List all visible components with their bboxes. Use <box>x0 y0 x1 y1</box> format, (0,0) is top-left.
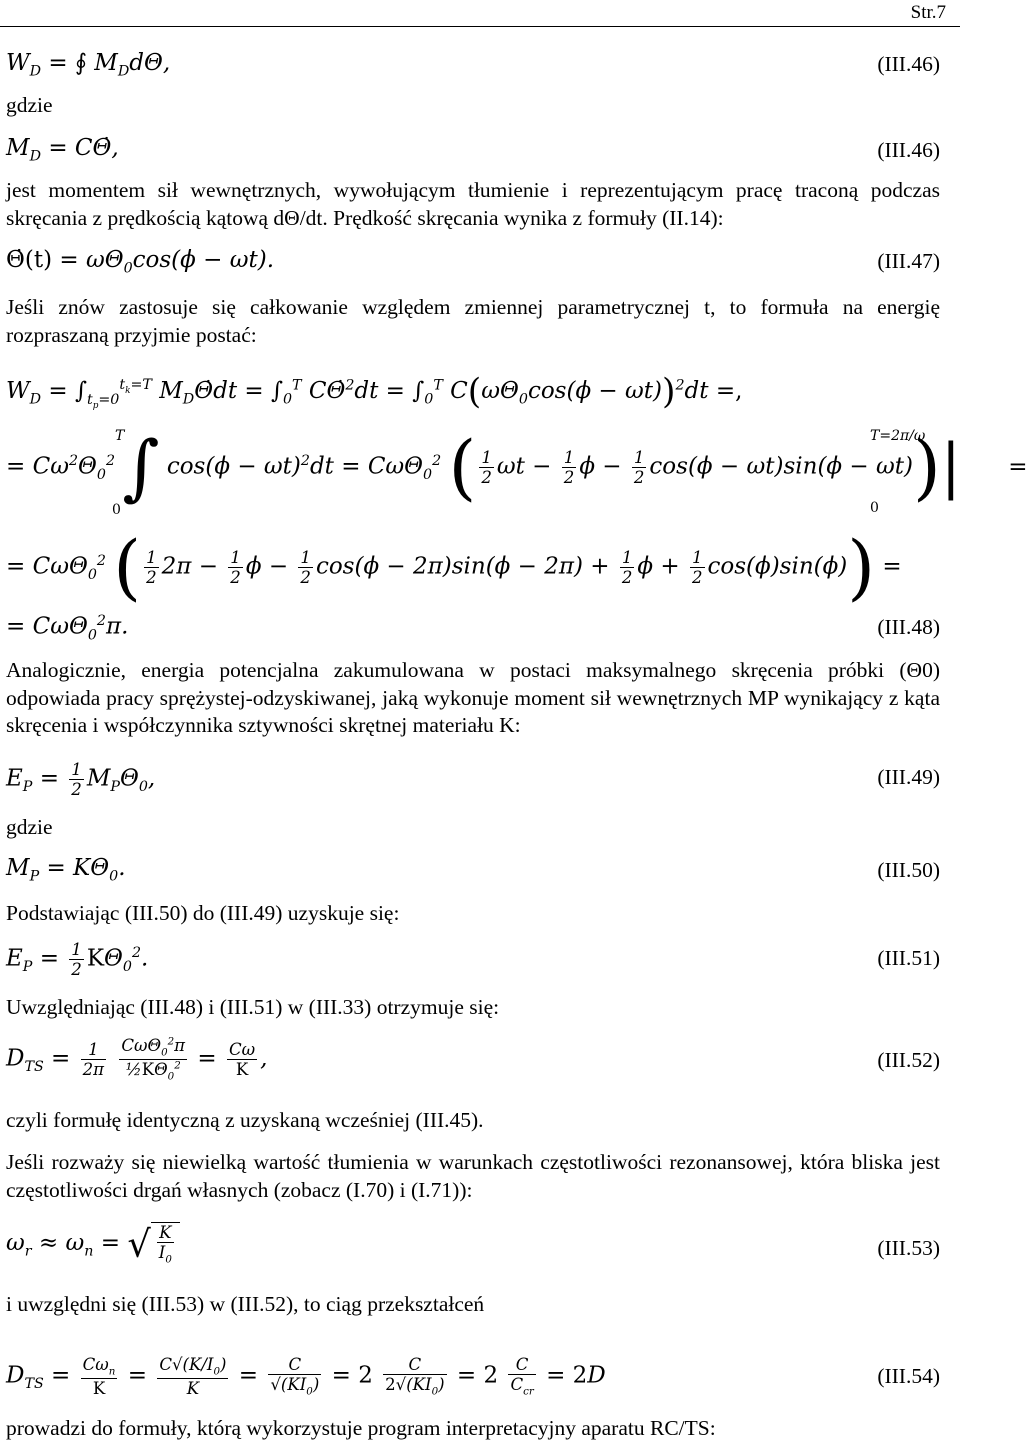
equation-moment-stiffness: $M_P = K\Theta_0$. <box>6 855 126 885</box>
word-gdzie: gdzie <box>6 93 53 117</box>
equation-resonance-frequency: $\omega_r \approx \omega_n$ = √ $\frac{K}{I_0}$ <box>6 1222 180 1266</box>
page-number: Str.7 <box>910 2 946 23</box>
evaluation-upper-limit: T=2π/ω <box>870 428 926 444</box>
equation-number: (III.46) <box>877 52 940 76</box>
equation-damping-chain: $D_{TS}$ = $\frac{C\omega_n}{K}$ = $\frac{C√(K/I_0)}{K}$ = $\frac{C}{√(KI_0)}$ = 2 $\frac{C}{2√(KI_0)}$ = 2 $\frac{C}{C_{cr}}$ = 2D <box>6 1355 606 1399</box>
equation-number: (III.52) <box>877 1048 940 1072</box>
paragraph: Jeśli znów zastosuje się całkowanie względem zmiennej parametrycznej t, to formuła na energię rozpraszaną przyjmie postać: <box>6 295 940 347</box>
integral-upper-limit: T <box>115 428 125 444</box>
equation-number: (III.54) <box>877 1364 940 1388</box>
equation-number: (III.49) <box>877 765 940 789</box>
paragraph: jest momentem sił wewnętrznych, wywołującym tłumienie i reprezentującym pracę traconą podczas skręcania z prędkością kątową dΘ/dt. Prędkość skręcania wynika z formuły (II.14): <box>6 178 940 230</box>
paragraph: czyli formułę identyczną z uzyskaną wcześniej (III.45). <box>6 1108 484 1132</box>
equation-number: (III.50) <box>877 858 940 882</box>
integral-lower-limit: 0 <box>112 502 121 518</box>
equation-number: (III.47) <box>877 249 940 273</box>
equation-dissipated-energy: $W_D = \int_{t_p=0}^{t_k=T}$ $M_D\Thetȧdt = \int_0^T$ CΘ̇$^2$dt = $\int_0^T$ $C(\omega\Theta_0\cos(\phi - \omega t))^2dt$ =, <box>6 372 743 412</box>
equation-integral-step: = $C\omega^2\Theta_0^2$ ∫ $\cos(\phi - \omega t)^2dt = C\omega\Theta_0^2$ ( $\frac{1}{2}$ ωt − $\frac{1}{2}$ ϕ − $\frac{1}{2}$ cos(ϕ − ωt)sin(ϕ − ωt))| = <box>6 425 1028 509</box>
header-rule <box>0 26 960 27</box>
evaluation-lower-limit: 0 <box>870 500 879 516</box>
paragraph: Analogicznie, energia potencjalna zakumulowana w postaci maksymalnego skręcenia próbki (Θ0) odpowiada pracy sprężystej-odzyskiwanej, jaką wykonuje moment sił wewnętrznych MP wynikający z kąta skręcenia i współczynnika sztywności skrętnej materiału K: <box>6 658 940 737</box>
equation-number: (III.46) <box>877 138 940 162</box>
equation-moment: $M_D$ = CΘ̇, <box>6 135 119 165</box>
paragraph: i uwzględni się (III.53) w (III.52), to ciąg przekształceń <box>6 1292 485 1316</box>
paragraph: Jeśli rozważy się niewielką wartość tłumienia w warunkach częstotliwości rezonansowej, która bliska jest częstotliwości drgań własnych (zobacz (I.70) i (I.71)): <box>6 1150 940 1202</box>
equation-dissipated-result: = CωΘ$_0^2$π. <box>6 613 129 644</box>
equation-substitution: = CωΘ$_0^2$ ( $\frac{1}{2}$ 2π − $\frac{1}{2}$ ϕ − $\frac{1}{2}$ cos(ϕ − 2π)sin(ϕ − 2π) + $\frac{1}{2}$ ϕ + $\frac{1}{2}$ cos(ϕ)sin(ϕ)) = <box>6 525 902 609</box>
paragraph: prowadzi do formuły, którą wykorzystuje program interpretacyjny aparatu RC/TS: <box>6 1416 716 1440</box>
equation-damping-ratio: $D_{TS}$ = $\frac{1}{2\pi}$ $\frac{C\omega\Theta_0^2\pi}{\frac{1}{2}K\Theta_0^2}$ = $\frac{C\omega}{K}$ , <box>6 1035 268 1083</box>
equation-number: (III.53) <box>877 1236 940 1260</box>
word-gdzie: gdzie <box>6 815 53 839</box>
equation-number: (III.48) <box>877 615 940 639</box>
equation-work-integral: $W_D$ = ∮ $M_Dd\Theta$, <box>6 50 171 80</box>
paragraph: Podstawiając (III.50) do (III.49) uzyskuje się: <box>6 901 400 925</box>
equation-number: (III.51) <box>877 946 940 970</box>
equation-velocity: Θ̇(t) = $\omega\Theta_0\cos(\phi - \omega t)$. <box>6 247 274 277</box>
equation-potential-energy-result: $E_P$ = $\frac{1}{2}$ $K\Theta_0^2$. <box>6 940 149 980</box>
equation-potential-energy: $E_P$ = $\frac{1}{2}$ $M_P\Theta_0$, <box>6 760 156 800</box>
paragraph: Uwzględniając (III.48) i (III.51) w (III.33) otrzymuje się: <box>6 995 500 1019</box>
